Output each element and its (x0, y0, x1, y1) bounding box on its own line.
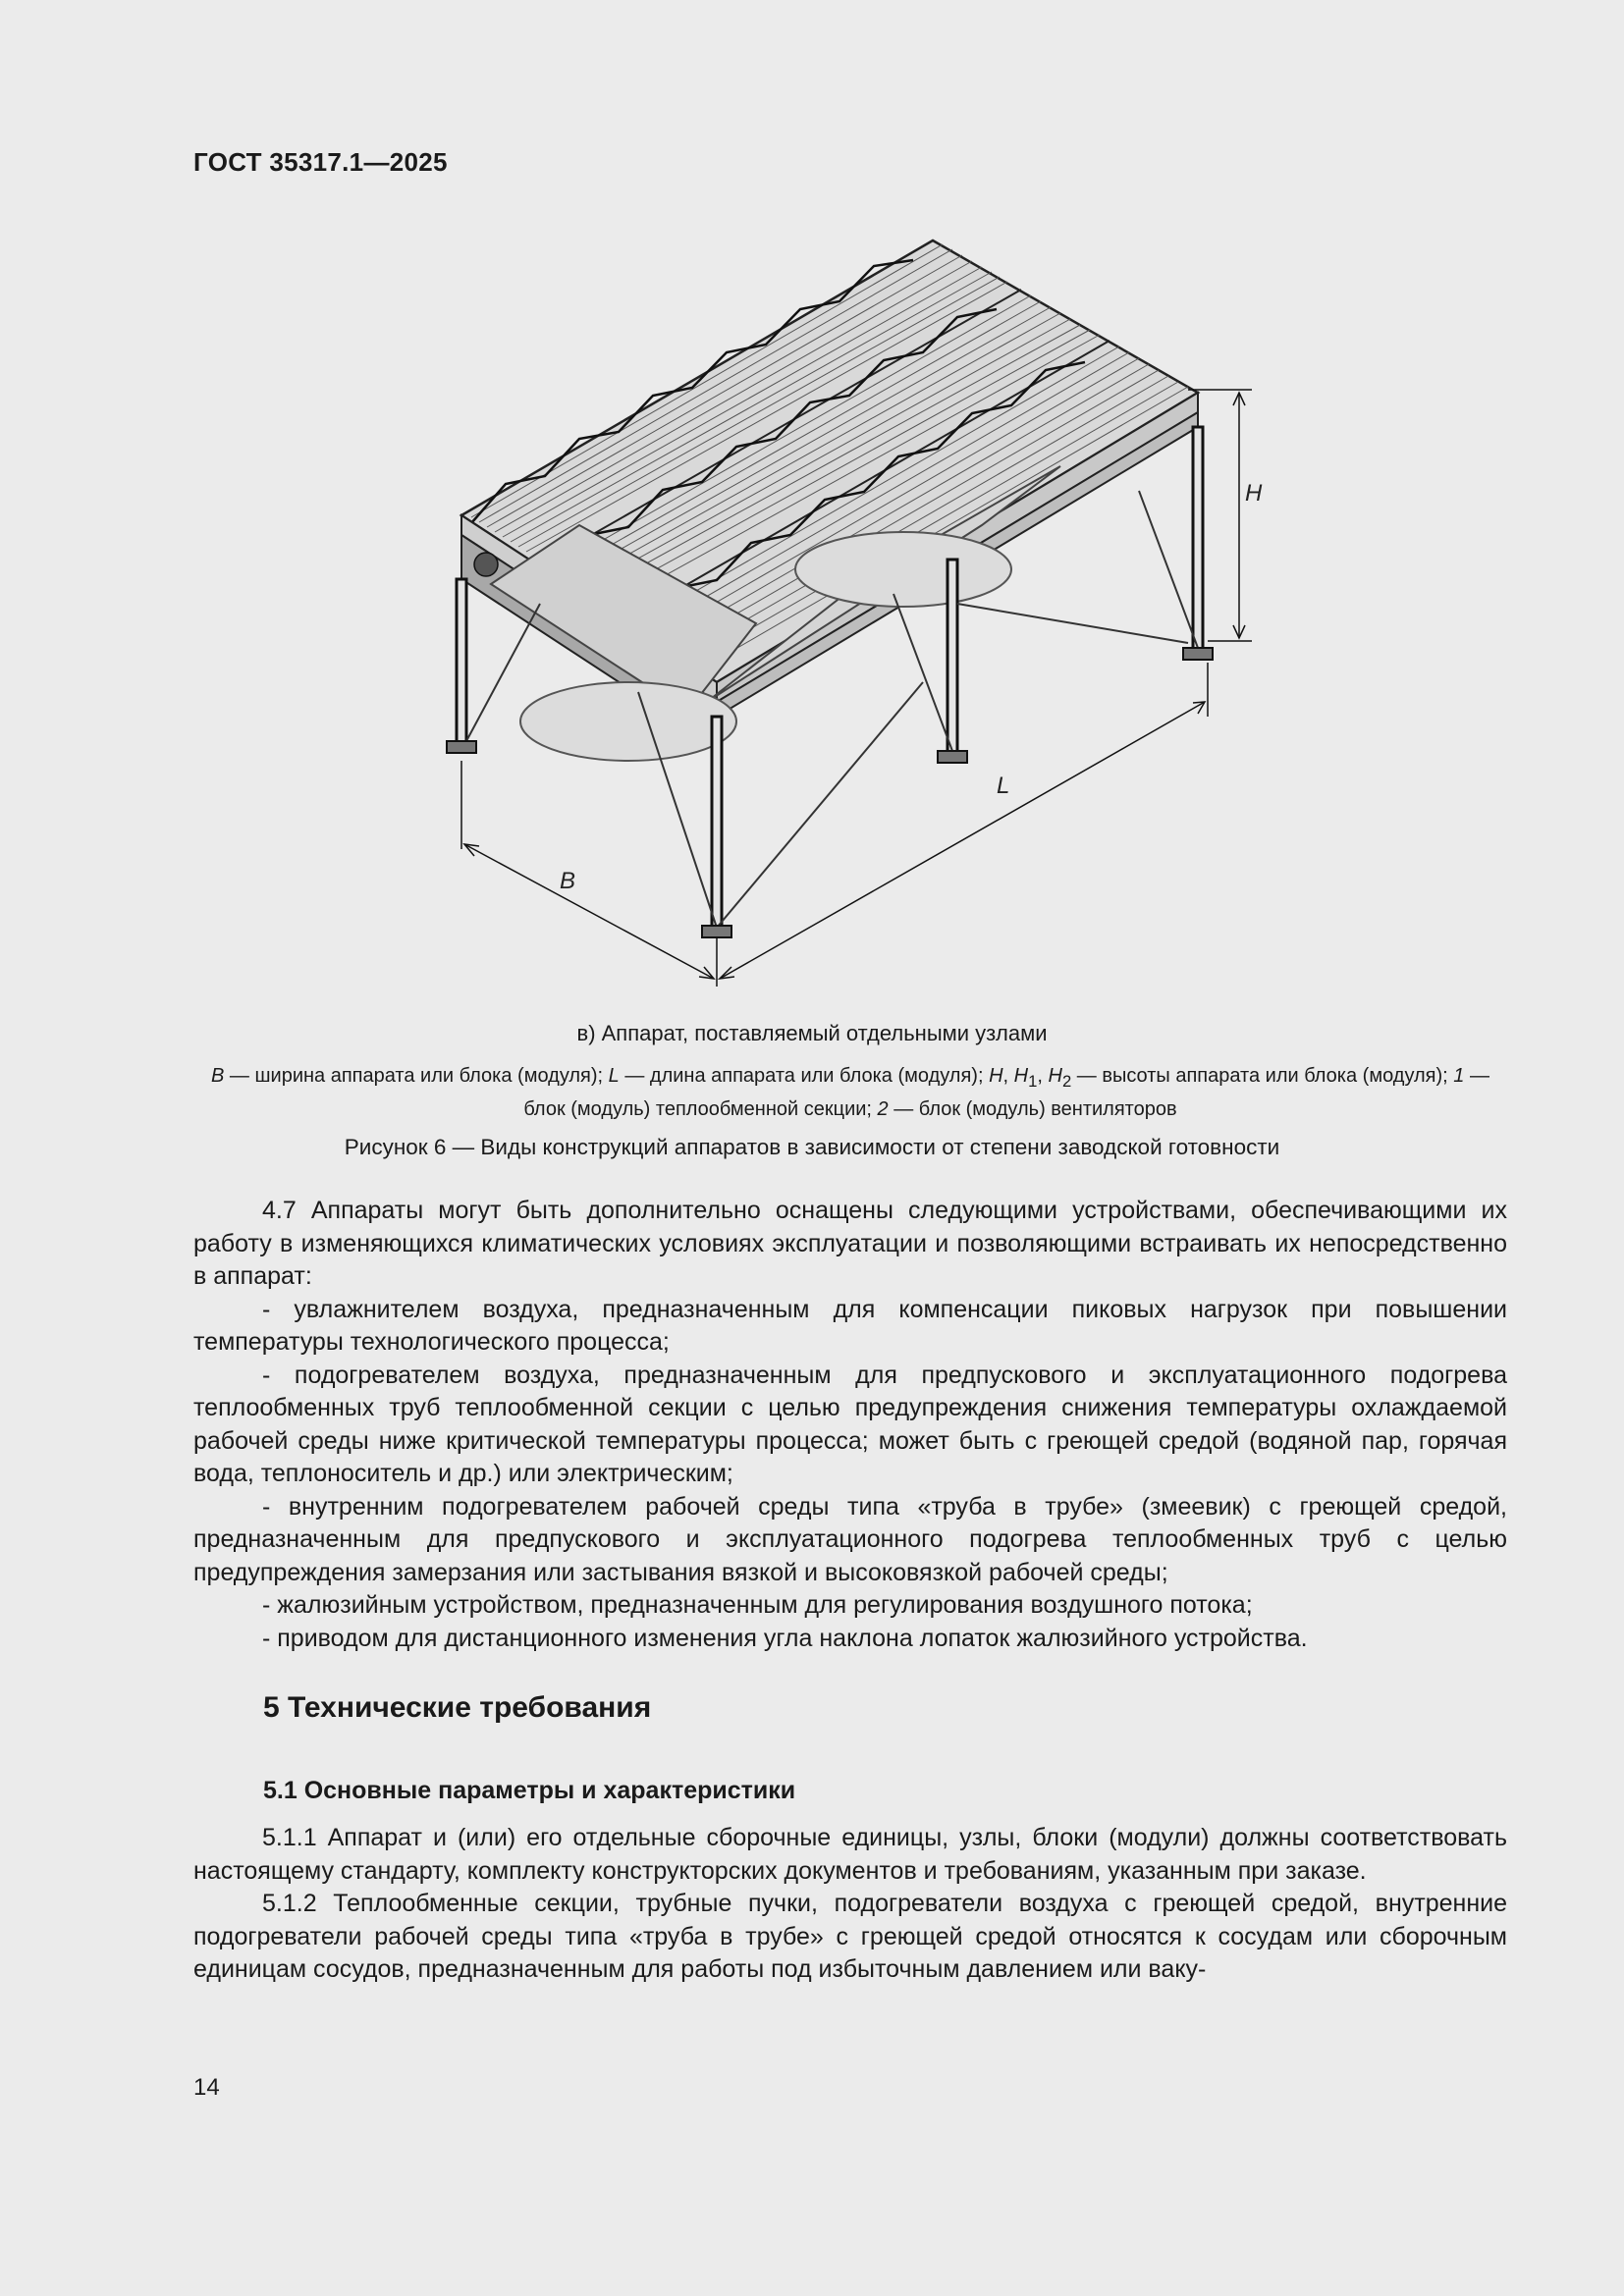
section-5-1-text (193, 1822, 1507, 1987)
paragraph-5-1-2: 5.1.2 Теплообменные секции, трубные пучки, подогреватели воздуха с греющей средой, внутренние подогреватели рабочей среды типа «труба в трубе» с греющей средой относятся к сосудам или сборочным единицам сосудов, предназначенным для работы под избыточным давлением или ваку- (193, 1890, 1507, 1983)
paragraph-5-1-1: 5.1.1 Аппарат и (или) его отдельные сборочные единицы, узлы, блоки (модули) должны соответствовать настоящему стандарту, комплекту конструкторских документов и требованиям, указанным при заказе. (193, 1824, 1507, 1885)
list-item: - внутренним подогревателем рабочей среды типа «труба в трубе» (змеевик) с греющей средой, предназначенным для предпускового и эксплуатационного подогрева теплообменных труб с целью предупреждения замерзания или застывания вязкой и высоковязкой рабочей среды; (193, 1492, 1507, 1586)
list-item: - жалюзийным устройством, предназначенным для регулирования воздушного потока; (262, 1591, 1253, 1619)
paragraph-4-7-intro: 4.7 Аппараты могут быть дополнительно оснащены следующими устройствами, обеспечивающими их работу в изменяющихся климатических условиях эксплуатации и позволяющими встраивать их непосредственно в аппарат: (193, 1197, 1507, 1290)
dimension-label-b: B (560, 868, 576, 894)
list-item: - приводом для дистанционного изменения угла наклона лопаток жалюзийного устройства. (262, 1624, 1308, 1652)
list-item: - увлажнителем воздуха, предназначенным для компенсации пиковых нагрузок при повышении температуры технологического процесса; (193, 1295, 1507, 1356)
section-4-7 (193, 1195, 1507, 1655)
apparatus-drawing (432, 231, 1263, 1006)
section-5-1-heading: 5.1 Основные параметры и характеристики (263, 1777, 796, 1804)
dimension-label-h: H (1245, 480, 1263, 507)
list-item: - подогревателем воздуха, предназначенным для предпускового и эксплуатационного подогрева теплообменных труб теплообменной секции с целью предупреждения снижения температуры охлаждаемой рабочей среды ниже критической температуры процесса; может быть с греющей средой (водяной пар, горячая вода, теплоноситель и др.) или электрическим; (193, 1361, 1507, 1487)
page-number: 14 (193, 2074, 220, 2101)
dimension-label-l: L (997, 773, 1010, 799)
figure-legend: B — ширина аппарата или блока (модуля); L — длина аппарата или блока (модуля); H, $H_1$, $H_2$ — высоты аппарата или блока (модуля); 1 — блок (модуль) теплообменной секции; 2 — блок (модуль) вентиляторов (211, 1065, 1489, 1120)
figure-caption: Рисунок 6 — Виды конструкций аппаратов в зависимости от степени заводской готовности (344, 1135, 1280, 1159)
figure-subcaption: в) Аппарат, поставляемый отдельными узлами (576, 1021, 1048, 1045)
section-5-heading: 5 Технические требования (263, 1691, 652, 1724)
figure-air-cooler-drawing (432, 231, 1263, 1006)
document-id: ГОСТ 35317.1—2025 (193, 147, 448, 177)
